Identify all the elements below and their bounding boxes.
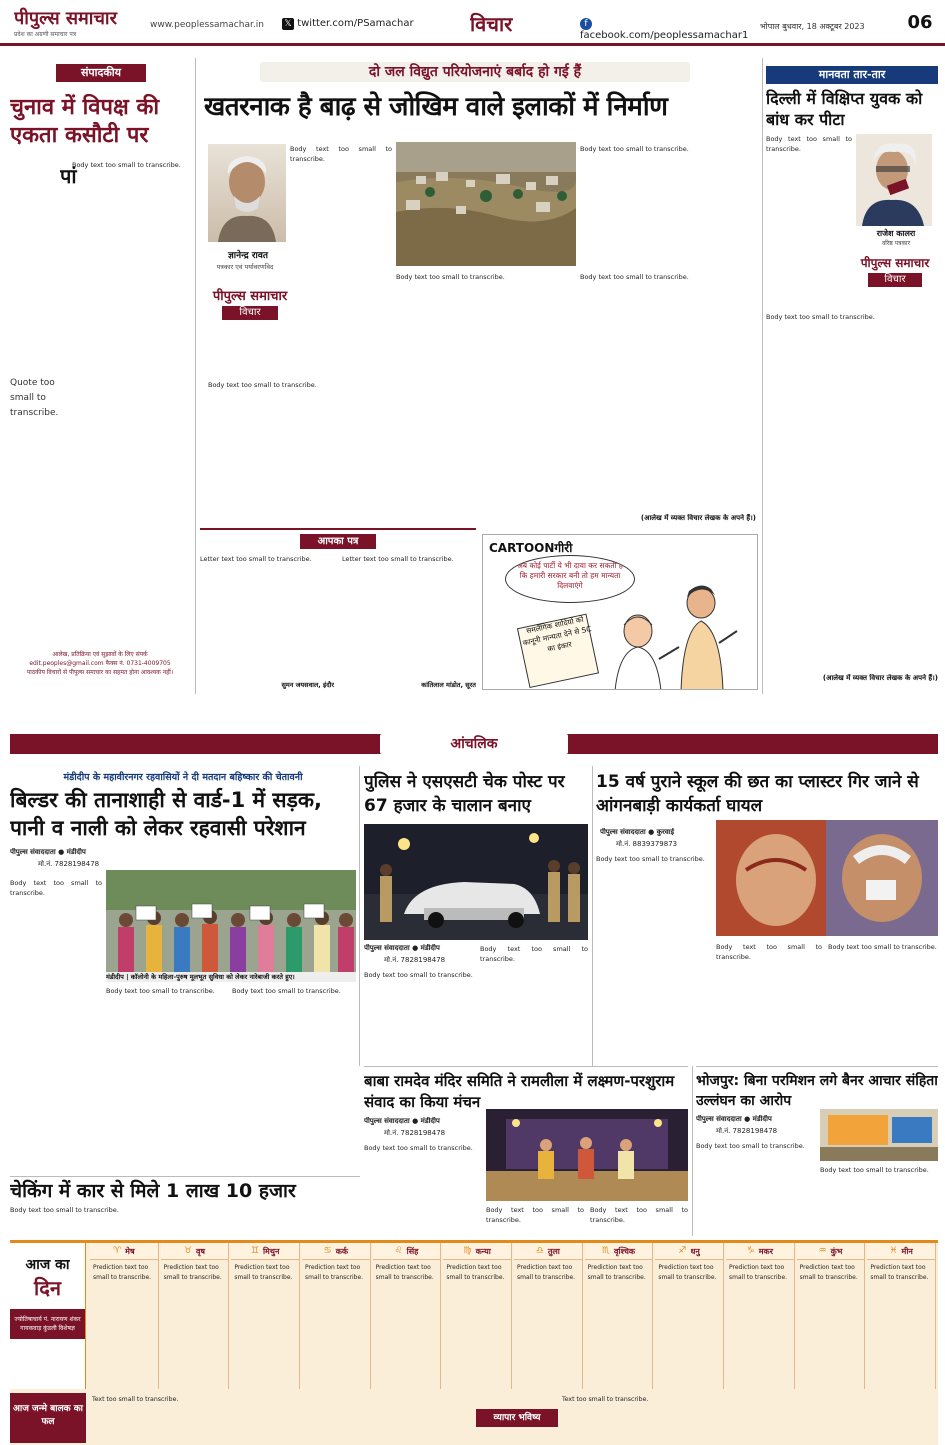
checkpoint-night-photo <box>364 824 588 940</box>
zodiac-glyph-icon: ♌ <box>394 1246 403 1256</box>
twitter-link[interactable] <box>282 18 432 30</box>
story3-headline: 15 वर्ष पुराने स्कूल की छत का प्लास्टर गिर जाने से आंगनबाड़ी कार्यकर्ता घायल <box>596 772 919 816</box>
sign-header <box>797 1243 865 1260</box>
letters-box <box>200 528 476 692</box>
sign-prediction: Prediction text too small to transcribe. <box>375 1264 434 1281</box>
story1-kicker: मंडीदीप के महावीरनगर रहवासियों ने दी मतदान बहिष्कार की चेतावनी <box>63 772 303 783</box>
zodiac-row <box>90 1243 938 1389</box>
story5-mobile: मो.नं. 7828198478 <box>716 1127 778 1135</box>
lead-body-col1: Body text too small to transcribe. <box>290 145 392 164</box>
story2-photo <box>364 824 588 940</box>
horoscope-sign <box>373 1243 442 1389</box>
lead-headline: खतरनाक है बाढ़ से जोखिम वाले इलाकों में निर्माण <box>204 92 668 122</box>
story1-body-right: Body text too small to transcribe. <box>232 987 341 995</box>
story6-headline: चेकिंग में कार से मिले 1 लाख 10 हजार <box>10 1180 296 1202</box>
sign-header <box>231 1243 299 1260</box>
zodiac-glyph-icon: ♈ <box>113 1246 122 1256</box>
footer-note: आलेख, प्रतिक्रिया एवं सुझावों के लिए संपर्क <box>52 651 148 658</box>
lead-brand-logo: पीपुल्स समाचार <box>212 289 288 304</box>
column-rule <box>592 766 593 1066</box>
manavta-column <box>766 58 938 690</box>
ramlila-stage-photo <box>486 1109 688 1201</box>
sign-header <box>655 1243 723 1260</box>
story3-mobile: मो.नं. 8839379873 <box>616 840 678 848</box>
horoscope-sign <box>867 1243 936 1389</box>
zodiac-glyph-icon: ♒ <box>818 1246 827 1256</box>
regional-banner <box>10 734 938 754</box>
story3-body-mid: Body text too small to transcribe. <box>716 943 822 962</box>
injured-worker-photo <box>716 820 938 936</box>
sign-name: धनु <box>690 1246 700 1256</box>
lead-brand-tag: विचार <box>222 306 278 320</box>
story2-body-right: Body text too small to transcribe. <box>480 945 588 964</box>
horoscope-sign <box>585 1243 654 1389</box>
horoscope-sign <box>514 1243 583 1389</box>
sign-header <box>443 1243 511 1260</box>
manavta-body: Body text too small to transcribe. <box>766 313 875 321</box>
footer-phone: फैक्स नं. 0731-4009705 <box>105 660 171 667</box>
footer-email[interactable]: edit.peoples@gmail.com <box>29 660 104 667</box>
page-number: 06 <box>907 12 933 33</box>
din-label: दिन <box>34 1276 61 1300</box>
lead-body-col5: Body text too small to transcribe. <box>580 273 689 281</box>
cartoon-title: CARTOONगीरी <box>489 541 573 555</box>
janme-text: Text too small to transcribe. <box>92 1396 179 1403</box>
lead-body-col3: Body text too small to transcribe. <box>208 381 317 389</box>
editorial-body: Body text too small to transcribe. <box>72 161 181 169</box>
story-school <box>596 766 938 1062</box>
masthead <box>0 0 945 46</box>
zodiac-glyph-icon: ♋ <box>323 1246 332 1256</box>
manavta-footnote: (आलेख में व्यक्त विचार लेखक के अपने हैं।) <box>822 674 938 682</box>
lead-footnote: (आलेख में व्यक्त विचार लेखक के अपने हैं।) <box>640 514 756 522</box>
sign-prediction: Prediction text too small to transcribe. <box>658 1264 717 1281</box>
pullquote-text: Quote too small to transcribe. <box>10 378 59 418</box>
story1-mobile: मो.नं. 7828198478 <box>38 860 100 868</box>
column-rule <box>692 1066 693 1236</box>
manavta-author-name: राजेश कालरा <box>876 229 916 238</box>
sign-name: मेष <box>125 1246 135 1256</box>
sign-header <box>373 1243 441 1260</box>
protest-photo <box>106 870 356 972</box>
flood-photo <box>396 142 576 266</box>
lead-author-title: पत्रकार एवं पर्यावरणविद <box>216 263 274 271</box>
manavta-body-top: Body text too small to transcribe. <box>766 135 852 154</box>
lead-body-col4: Body text too small to transcribe. <box>396 273 505 281</box>
sign-name: मिथुन <box>262 1246 280 1256</box>
sign-prediction: Prediction text too small to transcribe. <box>446 1264 505 1281</box>
lead-brand-box <box>204 286 296 330</box>
editorial-dropcap: पां <box>60 164 77 188</box>
horoscope-sign <box>797 1243 866 1389</box>
horoscope-sign <box>302 1243 371 1389</box>
astrologer-credit: ज्योतिषाचार्य पं. नारायण शंकर गायकवाड़ कुंडली विशेषज्ञ <box>10 1309 85 1339</box>
story4-byline: पीपुल्स संवाददाता ● मंडीदीप <box>364 1117 440 1125</box>
zodiac-glyph-icon: ♓ <box>889 1246 898 1256</box>
sign-header <box>302 1243 370 1260</box>
footer-disclaimer: पाठकीय विचारों से पीपुल्स समाचार का सहमत होना आवश्यक नहीं। <box>26 669 174 676</box>
story3-byline: पीपुल्स संवाददाता ● कुरवाई <box>600 828 675 836</box>
author-portrait <box>208 144 286 242</box>
sign-name: मकर <box>758 1246 773 1256</box>
story3-body-left: Body text too small to transcribe. <box>596 855 705 863</box>
sign-header <box>867 1243 935 1260</box>
lead-body-col2: Body text too small to transcribe. <box>580 145 689 153</box>
vyapar-label: व्यापार भविष्य <box>493 1413 541 1423</box>
twitter-icon: 𝕏 <box>282 18 294 30</box>
story2-headline: पुलिस ने एसएसटी चेक पोस्ट पर 67 हजार के चालान बनाए <box>364 772 565 816</box>
sign-header <box>585 1243 653 1260</box>
manavta-tag: मानवता तार-तार <box>766 66 938 84</box>
story1-photo <box>106 870 356 972</box>
editorial-footer <box>10 650 190 690</box>
vyapar-text: Text too small to transcribe. <box>562 1396 649 1403</box>
sign-name: वृष <box>195 1246 206 1256</box>
manavta-author-title: वरिष्ठ पत्रकार <box>881 240 911 247</box>
aaj-ka-label: आज का <box>25 1257 70 1273</box>
story5-photo <box>820 1109 938 1161</box>
story2-body-left: Body text too small to transcribe. <box>364 971 473 979</box>
author-photo <box>208 144 286 242</box>
manavta-brand-box <box>852 254 938 294</box>
issue-date: भोपाल बुधवार, 18 अक्टूबर 2023 <box>760 22 865 31</box>
lead-kicker: दो जल विद्युत परियोजनाएं बर्बाद हो गई हैं <box>368 64 582 80</box>
cartoon-sign-text: समलैंगिक शादियों को कानूनी मान्यता देने से SC का इंकार <box>522 614 593 654</box>
janme-label-box <box>10 1393 86 1443</box>
sign-prediction: Prediction text too small to transcribe. <box>163 1264 222 1281</box>
sign-name: सिंह <box>406 1246 419 1256</box>
cartoon-bubble-text: अब कोई पार्टी ये भी दावा कर सकती है कि हमारी सरकार बनी तो हम मान्यता दिलवाएंगे <box>517 561 623 590</box>
regional-tag: आंचलिक <box>380 734 568 754</box>
column-rule <box>195 58 196 694</box>
story4-body-mid: Body text too small to transcribe. <box>486 1206 584 1225</box>
story4-headline: बाबा रामदेव मंदिर समिति ने रामलीला में लक्ष्मण-परशुराम संवाद का किया मंचन <box>364 1072 675 1111</box>
horoscope-sign <box>161 1243 230 1389</box>
letter-1-signature: सुमन जयसवाल, इंदौर <box>281 681 334 689</box>
story-ramlila <box>364 1066 688 1236</box>
zodiac-glyph-icon: ♐ <box>678 1246 687 1256</box>
horoscope-sign <box>655 1243 724 1389</box>
sign-prediction: Prediction text too small to transcribe. <box>305 1264 364 1281</box>
story4-body-left: Body text too small to transcribe. <box>364 1144 473 1152</box>
logo-text: पीपुल्स समाचार <box>14 8 117 29</box>
flood-scene-image <box>396 142 576 266</box>
story1-body-mid: Body text too small to transcribe. <box>106 987 215 995</box>
zodiac-glyph-icon: ♉ <box>183 1246 192 1256</box>
letter-1: Letter text too small to transcribe. <box>200 555 312 563</box>
story-police <box>364 766 588 1062</box>
manavta-author-photo <box>856 134 932 226</box>
editorial-pullquote <box>10 376 68 626</box>
letters-tag: आपका पत्र <box>300 534 376 549</box>
sign-name: तुला <box>547 1246 560 1256</box>
footer-contact <box>10 659 190 668</box>
facebook-handle: facebook.com/peoplessamachar1 <box>580 30 749 41</box>
letter-2: Letter text too small to transcribe. <box>342 555 454 563</box>
sign-prediction: Prediction text too small to transcribe. <box>93 1264 152 1281</box>
zodiac-glyph-icon: ♑ <box>746 1246 755 1256</box>
facebook-icon: f <box>580 18 592 30</box>
story2-byline: पीपुल्स संवाददाता ● मंडीदीप <box>364 944 440 952</box>
sign-header <box>90 1243 158 1260</box>
manavta-brand-tag: विचार <box>868 273 922 287</box>
story1-caption: मंडीदीप | कॉलोनी के महिला-पुरुष मूलभूत सुविधा को लेकर नारेबाजी करते हुए। <box>106 972 356 982</box>
zodiac-glyph-icon: ♎ <box>535 1246 544 1256</box>
zodiac-glyph-icon: ♊ <box>250 1246 259 1256</box>
sign-header <box>514 1243 582 1260</box>
sign-prediction: Prediction text too small to transcribe. <box>234 1264 293 1281</box>
aaj-ka-din-box <box>10 1243 86 1389</box>
zodiac-glyph-icon: ♍ <box>463 1246 472 1256</box>
sign-name: कन्या <box>475 1246 491 1256</box>
story3-photo <box>716 820 938 936</box>
sign-prediction: Prediction text too small to transcribe. <box>587 1264 646 1281</box>
lead-author-name: ज्ञानेन्द्र रावत <box>228 251 268 261</box>
story-bhojpur <box>696 1066 938 1236</box>
author-portrait <box>856 134 932 226</box>
zodiac-glyph-icon: ♏ <box>601 1246 610 1256</box>
editorial-tag: संपादकीय <box>56 64 146 82</box>
story5-body-left: Body text too small to transcribe. <box>696 1142 805 1150</box>
horoscope-sign <box>726 1243 795 1389</box>
story3-body-right: Body text too small to transcribe. <box>828 943 937 951</box>
manavta-brand-logo: पीपुल्स समाचार <box>860 256 930 270</box>
story1-headline: बिल्डर की तानाशाही से वार्ड-1 में सड़क, पानी व नाली को लेकर रहवासी परेशान <box>10 788 322 840</box>
story5-headline: भोजपुर: बिना परमिशन लगे बैनर आचार संहिता उल्लंघन का आरोप <box>696 1073 938 1109</box>
sign-name: मीन <box>901 1246 913 1256</box>
manavta-title: दिल्ली में विक्षिप्त युवक को बांध कर पीटा <box>766 89 923 129</box>
story1-body-left: Body text too small to transcribe. <box>10 879 102 898</box>
website[interactable]: www.peoplessamachar.in <box>150 20 264 30</box>
horoscope-sign <box>90 1243 159 1389</box>
editorial-title: चुनाव में विपक्ष की एकता कसौटी पर <box>10 95 160 148</box>
horoscope-sign <box>443 1243 512 1389</box>
sign-header <box>161 1243 229 1260</box>
sign-prediction: Prediction text too small to transcribe. <box>517 1264 576 1281</box>
sign-prediction: Prediction text too small to transcribe. <box>799 1264 858 1281</box>
logo-tagline: प्रदेश का अग्रणी समाचार पत्र <box>14 31 77 36</box>
sign-prediction: Prediction text too small to transcribe. <box>870 1264 929 1281</box>
section-title: विचार <box>470 12 513 36</box>
janme-label: आज जन्मे बालक का फल <box>13 1404 83 1427</box>
sign-name: वृश्चिक <box>613 1246 636 1256</box>
story5-byline: पीपुल्स संवाददाता ● मंडीदीप <box>696 1115 772 1123</box>
horoscope-section <box>10 1240 938 1445</box>
story4-body-right: Body text too small to transcribe. <box>590 1206 688 1225</box>
sign-name: कुंभ <box>830 1246 843 1256</box>
cartoon-box <box>482 534 758 690</box>
column-rule <box>359 766 360 1066</box>
story6-body: Body text too small to transcribe. <box>10 1206 119 1214</box>
cartoon-drawing <box>483 535 758 690</box>
column-rule <box>762 58 763 694</box>
lead-story <box>200 58 758 528</box>
horoscope-sign <box>231 1243 300 1389</box>
story4-photo <box>486 1109 688 1201</box>
sign-name: कर्क <box>335 1246 349 1256</box>
editorial-column <box>10 58 190 690</box>
story-checking <box>10 1176 360 1236</box>
story-builder <box>10 766 356 1172</box>
story2-mobile: मो.नं. 7828198478 <box>384 956 446 964</box>
sign-header <box>726 1243 794 1260</box>
facebook-link[interactable] <box>580 18 750 41</box>
vyapar-label-box <box>476 1409 558 1427</box>
letter-2-signature: कांतिलाल मांडोत, सूरत <box>421 681 476 689</box>
sign-prediction: Prediction text too small to transcribe. <box>729 1264 788 1281</box>
banner-photo <box>820 1109 938 1161</box>
story5-body-right: Body text too small to transcribe. <box>820 1166 929 1174</box>
story1-byline: पीपुल्स संवाददाता ● मंडीदीप <box>10 848 86 856</box>
twitter-handle: twitter.com/PSamachar <box>297 18 414 29</box>
story4-mobile: मो.नं. 7828198478 <box>384 1129 446 1137</box>
lead-kicker-box <box>260 62 690 82</box>
